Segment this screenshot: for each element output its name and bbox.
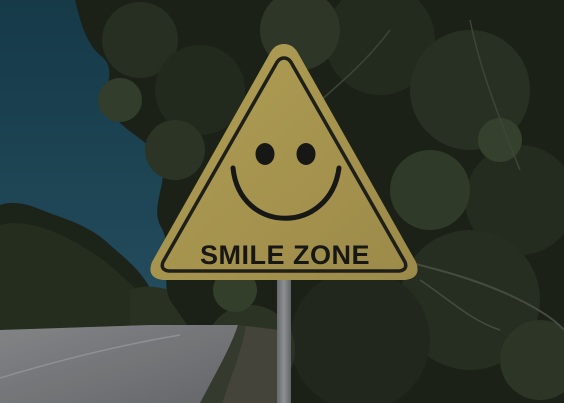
sign-text: SMILE ZONE bbox=[199, 240, 371, 270]
